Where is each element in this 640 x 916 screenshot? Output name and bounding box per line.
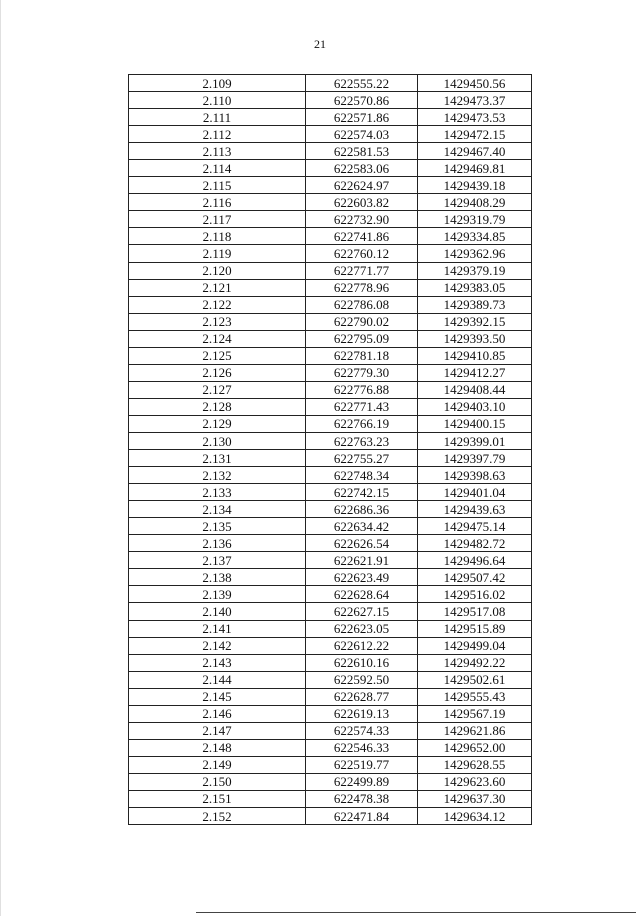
point-id-cell: 2.121	[129, 279, 306, 296]
table-row	[129, 518, 532, 535]
page-number: 21	[314, 37, 326, 51]
table-row	[129, 432, 532, 449]
y-coordinate-cell: 1429555.43	[418, 688, 532, 705]
table-row	[129, 620, 532, 637]
y-coordinate-cell: 1429398.63	[418, 467, 532, 484]
table-row	[129, 450, 532, 467]
table-row	[129, 415, 532, 432]
table-row	[129, 296, 532, 313]
x-coordinate-cell: 622471.84	[306, 808, 418, 825]
x-coordinate-cell: 622771.77	[306, 262, 418, 279]
x-coordinate-cell: 622571.86	[306, 109, 418, 126]
x-coordinate-cell: 622742.15	[306, 484, 418, 501]
y-coordinate-cell: 1429473.53	[418, 109, 532, 126]
y-coordinate-cell: 1429499.04	[418, 637, 532, 654]
point-id-cell: 2.134	[129, 501, 306, 518]
x-coordinate-cell: 622686.36	[306, 501, 418, 518]
x-coordinate-cell: 622755.27	[306, 450, 418, 467]
x-coordinate-cell: 622771.43	[306, 398, 418, 415]
table-row	[129, 569, 532, 586]
x-coordinate-cell: 622779.30	[306, 364, 418, 381]
x-coordinate-cell: 622623.05	[306, 620, 418, 637]
y-coordinate-cell: 1429393.50	[418, 330, 532, 347]
x-coordinate-cell: 622583.06	[306, 160, 418, 177]
table-row	[129, 75, 532, 92]
y-coordinate-cell: 1429482.72	[418, 535, 532, 552]
y-coordinate-cell: 1429637.30	[418, 790, 532, 807]
point-id-cell: 2.120	[129, 262, 306, 279]
y-coordinate-cell: 1429450.56	[418, 75, 532, 92]
table-row	[129, 756, 532, 773]
table-row	[129, 347, 532, 364]
x-coordinate-cell: 622786.08	[306, 296, 418, 313]
x-coordinate-cell: 622766.19	[306, 415, 418, 432]
point-id-cell: 2.117	[129, 211, 306, 228]
y-coordinate-cell: 1429392.15	[418, 313, 532, 330]
y-coordinate-cell: 1429628.55	[418, 756, 532, 773]
x-coordinate-cell: 622781.18	[306, 347, 418, 364]
point-id-cell: 2.130	[129, 432, 306, 449]
coordinates-table-body	[129, 75, 532, 825]
x-coordinate-cell: 622776.88	[306, 381, 418, 398]
x-coordinate-cell: 622628.64	[306, 586, 418, 603]
table-row	[129, 194, 532, 211]
table-row	[129, 501, 532, 518]
scan-edge	[0, 0, 1, 916]
point-id-cell: 2.129	[129, 415, 306, 432]
x-coordinate-cell: 622741.86	[306, 228, 418, 245]
x-coordinate-cell: 622621.91	[306, 552, 418, 569]
table-row	[129, 364, 532, 381]
x-coordinate-cell: 622634.42	[306, 518, 418, 535]
y-coordinate-cell: 1429567.19	[418, 705, 532, 722]
x-coordinate-cell: 622574.33	[306, 722, 418, 739]
x-coordinate-cell: 622499.89	[306, 773, 418, 790]
point-id-cell: 2.109	[129, 75, 306, 92]
y-coordinate-cell: 1429475.14	[418, 518, 532, 535]
y-coordinate-cell: 1429469.81	[418, 160, 532, 177]
bottom-rule	[196, 912, 636, 913]
point-id-cell: 2.116	[129, 194, 306, 211]
table-row	[129, 773, 532, 790]
table-row	[129, 279, 532, 296]
point-id-cell: 2.119	[129, 245, 306, 262]
table-row	[129, 211, 532, 228]
table-row	[129, 688, 532, 705]
table-row	[129, 228, 532, 245]
table-row	[129, 705, 532, 722]
x-coordinate-cell: 622623.49	[306, 569, 418, 586]
y-coordinate-cell: 1429492.22	[418, 654, 532, 671]
point-id-cell: 2.113	[129, 143, 306, 160]
table-row	[129, 552, 532, 569]
point-id-cell: 2.144	[129, 671, 306, 688]
table-row	[129, 467, 532, 484]
point-id-cell: 2.123	[129, 313, 306, 330]
x-coordinate-cell: 622627.15	[306, 603, 418, 620]
point-id-cell: 2.148	[129, 739, 306, 756]
x-coordinate-cell: 622592.50	[306, 671, 418, 688]
x-coordinate-cell: 622546.33	[306, 739, 418, 756]
point-id-cell: 2.135	[129, 518, 306, 535]
y-coordinate-cell: 1429401.04	[418, 484, 532, 501]
table-row	[129, 637, 532, 654]
point-id-cell: 2.131	[129, 450, 306, 467]
table-row	[129, 535, 532, 552]
point-id-cell: 2.151	[129, 790, 306, 807]
point-id-cell: 2.152	[129, 808, 306, 825]
table-row	[129, 381, 532, 398]
table-row	[129, 143, 532, 160]
y-coordinate-cell: 1429379.19	[418, 262, 532, 279]
x-coordinate-cell: 622795.09	[306, 330, 418, 347]
table-row	[129, 160, 532, 177]
point-id-cell: 2.150	[129, 773, 306, 790]
y-coordinate-cell: 1429412.27	[418, 364, 532, 381]
y-coordinate-cell: 1429408.29	[418, 194, 532, 211]
x-coordinate-cell: 622574.03	[306, 126, 418, 143]
y-coordinate-cell: 1429389.73	[418, 296, 532, 313]
y-coordinate-cell: 1429516.02	[418, 586, 532, 603]
point-id-cell: 2.145	[129, 688, 306, 705]
point-id-cell: 2.118	[129, 228, 306, 245]
y-coordinate-cell: 1429439.18	[418, 177, 532, 194]
point-id-cell: 2.114	[129, 160, 306, 177]
x-coordinate-cell: 622748.34	[306, 467, 418, 484]
point-id-cell: 2.142	[129, 637, 306, 654]
point-id-cell: 2.110	[129, 92, 306, 109]
point-id-cell: 2.143	[129, 654, 306, 671]
table-row	[129, 808, 532, 825]
table-row	[129, 398, 532, 415]
point-id-cell: 2.137	[129, 552, 306, 569]
y-coordinate-cell: 1429467.40	[418, 143, 532, 160]
y-coordinate-cell: 1429621.86	[418, 722, 532, 739]
x-coordinate-cell: 622612.22	[306, 637, 418, 654]
x-coordinate-cell: 622763.23	[306, 432, 418, 449]
y-coordinate-cell: 1429634.12	[418, 808, 532, 825]
y-coordinate-cell: 1429400.15	[418, 415, 532, 432]
point-id-cell: 2.128	[129, 398, 306, 415]
point-id-cell: 2.127	[129, 381, 306, 398]
table-row	[129, 671, 532, 688]
x-coordinate-cell: 622732.90	[306, 211, 418, 228]
point-id-cell: 2.149	[129, 756, 306, 773]
y-coordinate-cell: 1429408.44	[418, 381, 532, 398]
x-coordinate-cell: 622478.38	[306, 790, 418, 807]
point-id-cell: 2.140	[129, 603, 306, 620]
point-id-cell: 2.125	[129, 347, 306, 364]
table-row	[129, 313, 532, 330]
table-row	[129, 330, 532, 347]
table-row	[129, 739, 532, 756]
x-coordinate-cell: 622555.22	[306, 75, 418, 92]
y-coordinate-cell: 1429472.15	[418, 126, 532, 143]
y-coordinate-cell: 1429439.63	[418, 501, 532, 518]
x-coordinate-cell: 622581.53	[306, 143, 418, 160]
x-coordinate-cell: 622778.96	[306, 279, 418, 296]
table-row	[129, 654, 532, 671]
table-row	[129, 790, 532, 807]
table-row	[129, 262, 532, 279]
point-id-cell: 2.126	[129, 364, 306, 381]
x-coordinate-cell: 622603.82	[306, 194, 418, 211]
x-coordinate-cell: 622628.77	[306, 688, 418, 705]
table-row	[129, 722, 532, 739]
y-coordinate-cell: 1429623.60	[418, 773, 532, 790]
table-row	[129, 92, 532, 109]
y-coordinate-cell: 1429410.85	[418, 347, 532, 364]
point-id-cell: 2.138	[129, 569, 306, 586]
table-row	[129, 245, 532, 262]
y-coordinate-cell: 1429473.37	[418, 92, 532, 109]
point-id-cell: 2.136	[129, 535, 306, 552]
y-coordinate-cell: 1429397.79	[418, 450, 532, 467]
point-id-cell: 2.141	[129, 620, 306, 637]
point-id-cell: 2.146	[129, 705, 306, 722]
point-id-cell: 2.122	[129, 296, 306, 313]
x-coordinate-cell: 622570.86	[306, 92, 418, 109]
y-coordinate-cell: 1429383.05	[418, 279, 532, 296]
x-coordinate-cell: 622624.97	[306, 177, 418, 194]
point-id-cell: 2.147	[129, 722, 306, 739]
point-id-cell: 2.115	[129, 177, 306, 194]
point-id-cell: 2.133	[129, 484, 306, 501]
y-coordinate-cell: 1429496.64	[418, 552, 532, 569]
x-coordinate-cell: 622626.54	[306, 535, 418, 552]
table-row	[129, 586, 532, 603]
y-coordinate-cell: 1429362.96	[418, 245, 532, 262]
point-id-cell: 2.132	[129, 467, 306, 484]
y-coordinate-cell: 1429507.42	[418, 569, 532, 586]
x-coordinate-cell: 622610.16	[306, 654, 418, 671]
point-id-cell: 2.111	[129, 109, 306, 126]
table-row	[129, 109, 532, 126]
table-row	[129, 126, 532, 143]
table-row	[129, 484, 532, 501]
x-coordinate-cell: 622790.02	[306, 313, 418, 330]
x-coordinate-cell: 622519.77	[306, 756, 418, 773]
table-row	[129, 177, 532, 194]
y-coordinate-cell: 1429334.85	[418, 228, 532, 245]
point-id-cell: 2.124	[129, 330, 306, 347]
y-coordinate-cell: 1429403.10	[418, 398, 532, 415]
y-coordinate-cell: 1429502.61	[418, 671, 532, 688]
table-row	[129, 603, 532, 620]
y-coordinate-cell: 1429517.08	[418, 603, 532, 620]
y-coordinate-cell: 1429399.01	[418, 432, 532, 449]
point-id-cell: 2.112	[129, 126, 306, 143]
y-coordinate-cell: 1429319.79	[418, 211, 532, 228]
point-id-cell: 2.139	[129, 586, 306, 603]
x-coordinate-cell: 622760.12	[306, 245, 418, 262]
y-coordinate-cell: 1429515.89	[418, 620, 532, 637]
x-coordinate-cell: 622619.13	[306, 705, 418, 722]
coordinates-table	[128, 74, 532, 825]
y-coordinate-cell: 1429652.00	[418, 739, 532, 756]
